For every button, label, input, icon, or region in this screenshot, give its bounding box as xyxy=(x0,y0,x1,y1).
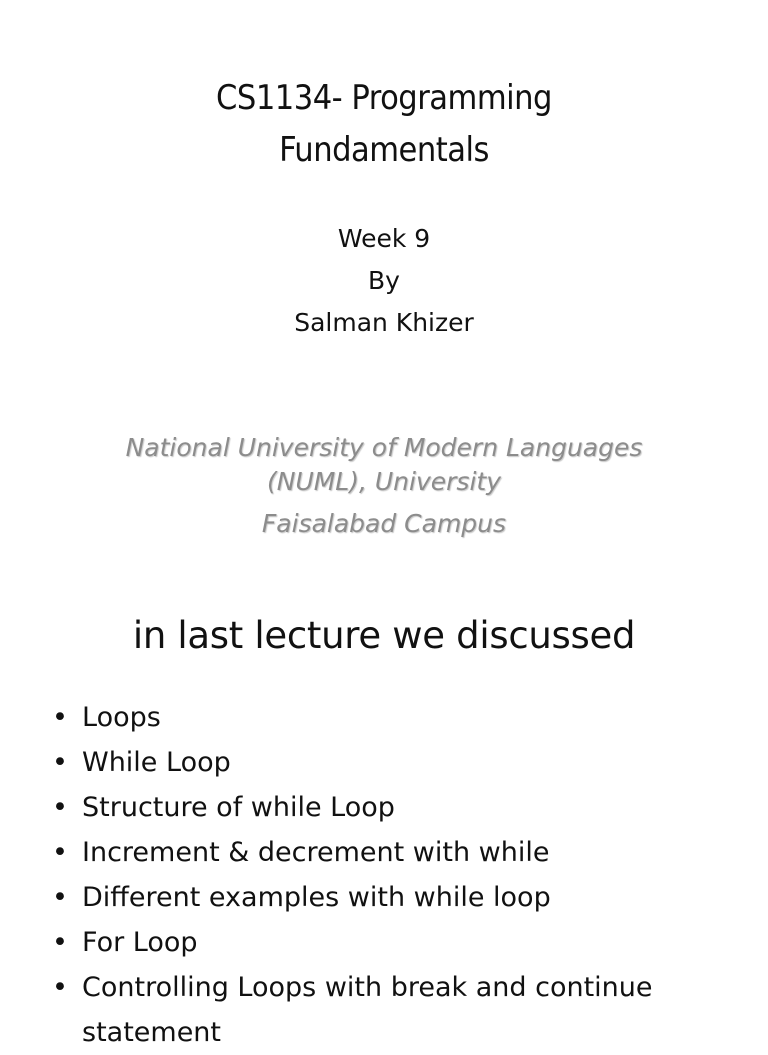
bullet-icon: • xyxy=(52,792,68,823)
bullet-item-continuation xyxy=(52,1010,752,1055)
bullet-text: For Loop xyxy=(82,927,198,958)
bullet-text: Increment & decrement with while xyxy=(82,837,550,868)
slide-title xyxy=(100,72,668,176)
bullet-item xyxy=(52,785,752,830)
bullet-text: Structure of while Loop xyxy=(82,792,395,823)
by-label: By xyxy=(368,266,400,295)
bullet-item xyxy=(52,695,752,740)
title-line-2: Fundamentals xyxy=(279,130,489,170)
campus-name: Faisalabad Campus xyxy=(261,509,507,538)
bullet-text: Different examples with while loop xyxy=(82,882,551,913)
bullet-item xyxy=(52,920,752,965)
institution-name xyxy=(60,431,708,541)
bullet-list xyxy=(52,695,752,1055)
bullet-icon: • xyxy=(52,702,68,733)
section-heading: in last lecture we discussed xyxy=(132,614,636,657)
bullet-text: Loops xyxy=(82,702,161,733)
bullet-icon: • xyxy=(52,882,68,913)
bullet-item xyxy=(52,965,752,1010)
bullet-item xyxy=(52,875,752,920)
bullet-item xyxy=(52,740,752,785)
institution-line-1: National University of Modern Languages xyxy=(125,433,643,462)
week-label: Week 9 xyxy=(337,224,431,253)
bullet-icon: • xyxy=(52,927,68,958)
bullet-icon: • xyxy=(52,837,68,868)
slide-subtitle xyxy=(150,218,618,344)
bullet-icon: • xyxy=(52,972,68,1003)
bullet-text: Controlling Loops with break and continue xyxy=(82,972,653,1003)
author-name: Salman Khizer xyxy=(294,308,474,337)
bullet-item xyxy=(52,830,752,875)
title-line-1: CS1134- Programming xyxy=(216,78,552,118)
bullet-text: statement xyxy=(82,1017,222,1048)
institution-line-2: (NUML), University xyxy=(266,467,501,496)
bullet-text: While Loop xyxy=(82,747,231,778)
bullet-icon: • xyxy=(52,747,68,778)
